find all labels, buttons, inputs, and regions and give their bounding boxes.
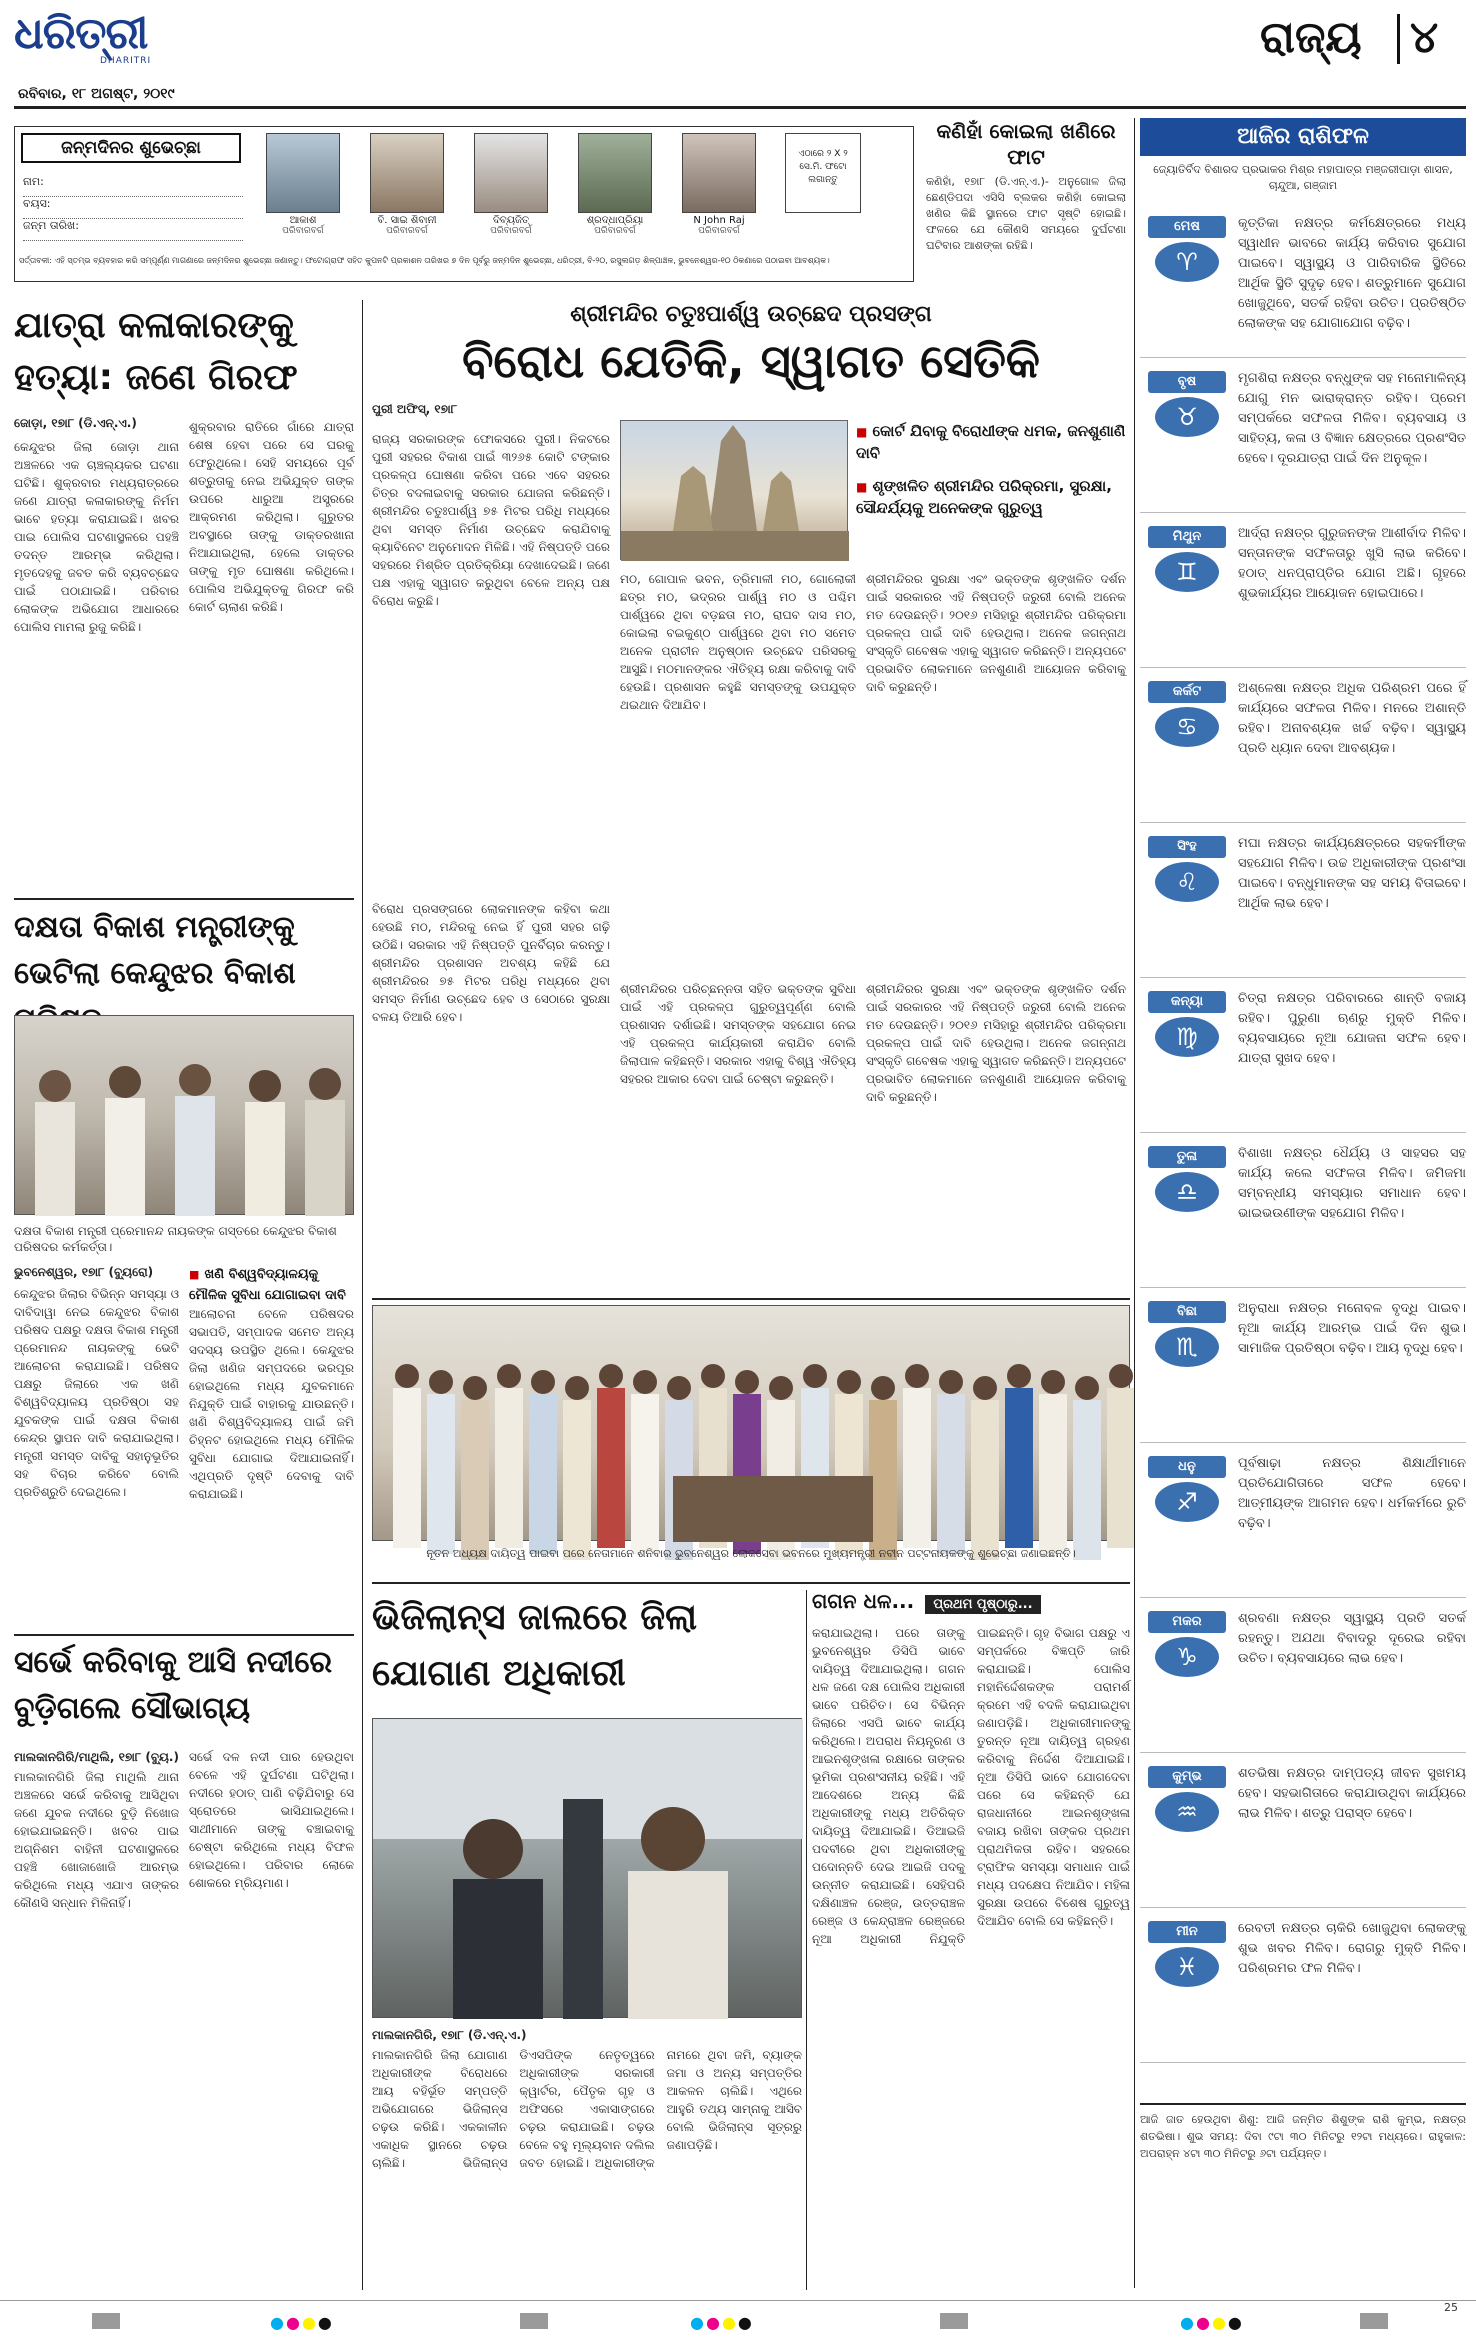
person-body xyxy=(1107,1388,1135,1548)
rashi-text: ଆର୍ଦ୍ରା ନକ୍ଷତ୍ର ଗୁରୁଜନଙ୍କ ଆଶୀର୍ବାଦ ମିଳିବ। ସନ୍ତାନଙ୍କ ସଫଳତାରୁ ଖୁସି ଲାଭ କରିବେ। ହଠାତ୍ ଧନପ୍ରାପ୍ତିର ଯୋଗ ଅଛି। ଗୃହରେ ଶୁଭକାର୍ଯ୍ୟର ଆୟୋଜନ ହୋଇପାରେ। xyxy=(1238,526,1466,601)
srimandir-col: ବିରୋଧ ପ୍ରସଙ୍ଗରେ ଲୋକମାନଙ୍କ କହିବା କଥା ହେଉଛି ମଠ, ମନ୍ଦିରକୁ ନେଇ ହିଁ ପୁରୀ ସହର ଗଢ଼ି ଉଠିଛି। ସରକାର ଏହି ନିଷ୍ପତ୍ତି ପୁନର୍ବିଚାର କରନ୍ତୁ। ଶ୍ରୀମନ୍ଦିର ପ୍ରଶାସନ ଅବଶ୍ୟ କହିଛି ଯେ ଶ୍ରୀମନ୍ଦିରର ୭୫ ମିଟର ପରିଧି ମଧ୍ୟରେ ଥିବା ସମସ୍ତ ନିର୍ମାଣ ଉଚ୍ଛେଦ ହେବ ଓ ସେଠାରେ ସୁରକ୍ଷା ବଳୟ ତିଆରି ହେବ। xyxy=(372,902,610,1024)
zodiac-icon: ♑ xyxy=(1155,1637,1219,1677)
child-card xyxy=(253,133,353,236)
srimandir-col: ଶ୍ରୀମନ୍ଦିରର ପରିଚ୍ଛନ୍ନତା ସହିତ ଭକ୍ତଙ୍କ ସୁବିଧା ପାଇଁ ଏହି ପ୍ରକଳ୍ପ ଗୁରୁତ୍ୱପୂର୍ଣ୍ଣ ବୋଲି ପ୍ରଶାସନ ଦର୍ଶାଇଛି। ସମସ୍ତଙ୍କ ସହଯୋଗ ନେଇ ଏହି ପ୍ରକଳ୍ପ କାର୍ଯ୍ୟକାରୀ କରାଯିବ ବୋଲି ଜିଲାପାଳ କହିଛନ୍ତି। ସରକାର ଏହାକୁ ବିଶ୍ୱ ଐତିହ୍ୟ ସହରର ଆକାର ଦେବା ପାଇଁ ଚେଷ୍ଟା କରୁଛନ୍ତି। xyxy=(620,982,856,1086)
survey-dateline: ମାଲକାନଗିରି/ମାଥିଲି, ୧୭ା୮ (ବ୍ୟୁ.) xyxy=(14,1750,179,1764)
person-head xyxy=(395,1364,419,1388)
srimandir-continued xyxy=(372,900,1130,1300)
person-body xyxy=(597,1388,625,1548)
footer-page-number: 25 xyxy=(1444,2301,1458,2314)
person-head xyxy=(429,1370,453,1394)
rashi-badge xyxy=(1140,836,1234,900)
rashi-name: ମକର xyxy=(1148,1611,1226,1633)
srimandir-bullet-text: ଶୃଙ୍ଖଳିତ ଶ୍ରୀମନ୍ଦିର ପରିକ୍ରମା, ସୁରକ୍ଷା, ସୌନ୍ଦର୍ଯ୍ୟକୁ ଅନେକଙ୍କ ଗୁରୁତ୍ୱ xyxy=(856,477,1112,517)
person-head xyxy=(1007,1364,1031,1388)
registration-mark xyxy=(1360,2313,1388,2329)
child-name: ଆକାଶ xyxy=(289,215,317,226)
zodiac-icon: ♍ xyxy=(1155,1017,1219,1057)
rashi-name: ଧନୁ xyxy=(1148,1456,1226,1478)
vigilance-photo xyxy=(372,1718,802,2018)
srimandir-col: ଶ୍ରୀମନ୍ଦିରର ସୁରକ୍ଷା ଏବଂ ଭକ୍ତଙ୍କ ଶୃଙ୍ଖଳିତ ଦର୍ଶନ ପାଇଁ ସରକାରର ଏହି ନିଷ୍ପତ୍ତି ଜରୁରୀ ବୋଲି ଅନେକ ମତ ଦେଉଛନ୍ତି। ୨୦୧୬ ମସିହାରୁ ଶ୍ରୀମନ୍ଦିର ପରିକ୍ରମା ପ୍ରକଳ୍ପ ପାଇଁ ଦାବି ହେଉଥିଲା। ଅନେକ ଜଗନ୍ନାଥ ସଂସ୍କୃତି ଗବେଷକ ଏହାକୁ ସ୍ୱାଗତ କରିଛନ୍ତି। ଅନ୍ୟପଟେ ପ୍ରଭାବିତ ଲୋକମାନେ ଜନଶୁଣାଣି ଆୟୋଜନ କରିବାକୁ ଦାବି କରୁଛନ୍ତି। xyxy=(866,572,1126,694)
color-dots: ●●●● xyxy=(690,2313,754,2332)
child-photo xyxy=(266,133,340,213)
rashi-badge xyxy=(1140,991,1234,1055)
child-photo xyxy=(474,133,548,213)
yatra-dateline: ଜୋଡ଼ା, ୧୭ା୮ (ଡି.ଏନ୍.ଏ.) xyxy=(14,416,137,430)
person-body xyxy=(1005,1388,1033,1548)
srimandir-article xyxy=(372,300,1130,900)
rashi-text: ମୃଗଶିରା ନକ୍ଷତ୍ର ବନ୍ଧୁଙ୍କ ସହ ମନୋମାଳିନ୍ୟ ଯୋଗୁ ମନ ଭାରାକ୍ରାନ୍ତ ରହିବ। ପ୍ରେମ ସମ୍ପର୍କରେ ସଫଳତା ମିଳିବ। ବ୍ୟବସାୟ ଓ ସାହିତ୍ୟ, କଳା ଓ ବିଜ୍ଞାନ କ୍ଷେତ୍ରରେ ପ୍ରଶଂସିତ ହେବେ। ଦୂରଯାତ୍ରା ପାଇଁ ଦିନ ଅନୁକୂଳ। xyxy=(1238,371,1466,466)
rashi-text: ପୂର୍ବଷାଢ଼ା ନକ୍ଷତ୍ର ଶିକ୍ଷାର୍ଥୀମାନେ ପ୍ରତିଯୋଗିତାରେ ସଫଳ ହେବେ। ଆତ୍ମୀୟଙ୍କ ଆଗମନ ହେବ। ଧର୍ମକର୍ମରେ ରୁଚି ବଢ଼ିବ। xyxy=(1238,1456,1466,1531)
rashi-badge xyxy=(1140,1456,1234,1520)
rashi-text: ଶତଭିଷା ନକ୍ଷତ୍ର ଦାମ୍ପତ୍ୟ ଜୀବନ ସୁଖମୟ ହେବ। ସହଭାଗିତାରେ କରାଯାଉଥିବା କାର୍ଯ୍ୟରେ ଲାଭ ମିଳିବ। ଶତ୍ରୁ ପରାସ୍ତ ହେବେ। xyxy=(1238,1766,1466,1821)
srimandir-bullet-1 xyxy=(856,420,1126,464)
coal-body: କଣିହାଁ, ୧୭ା୮ (ଡି.ଏନ୍.ଏ.)- ଅନୁଗୋଳ ଜିଲା ଛେଣ୍ଡିପଦା ଏସିସି ବ୍ଲକର କଣିହାଁ କୋଇଲା ଖଣିର କିଛି ସ୍ଥାନରେ ଫାଟ ସୃଷ୍ଟି ହୋଇଛି। ଫଳରେ ଯେ କୌଣସି ସମୟରେ ଦୁର୍ଘଟଣା ଘଟିବାର ଆଶଙ୍କା ରହିଛି। xyxy=(926,175,1126,252)
person-body xyxy=(427,1394,455,1554)
person-head xyxy=(973,1376,997,1400)
gagan-kicker[interactable]: ଗଗନ ଧଳ... xyxy=(812,1589,915,1613)
section-divider xyxy=(1397,14,1400,64)
child-card xyxy=(565,133,665,236)
rashi-row xyxy=(1140,673,1466,823)
person-body xyxy=(903,1388,931,1548)
dakshata-subhead xyxy=(189,1263,354,1305)
child-photo xyxy=(682,133,756,213)
child-name: ଦିବ୍ୟଜିତ୍ xyxy=(493,215,529,226)
registration-mark xyxy=(92,2313,120,2329)
color-dots: ●●●● xyxy=(270,2313,334,2332)
person-body xyxy=(563,1400,591,1560)
birthday-terms: ସର୍ତ୍ତାବଳୀ: ଏହି ସ୍ତମ୍ଭ ବ୍ୟବହାର କରି ସମ୍ପୂର୍ଣ୍ଣ ମାଗଣାରେ ଜନ୍ମଦିନର ଶୁଭେଚ୍ଛା ଜଣାନ୍ତୁ। ଫଟୋଗ୍ରାଫ ସହିତ କୁପନଟି ପ୍ରକାଶନ ତାରିଖର ୭ ଦିନ ପୂର୍ବରୁ ଜନ୍ମଦିନ ଶୁଭେଚ୍ଛା, ଧରିତ୍ରୀ, ବି-୨୦, ରସୁଲଗଡ଼ ଶିଳ୍ପାଞ୍ଚଳ, ଭୁବନେଶ୍ୱର-୧୦ ଠିକଣାରେ ପଠାଇବା ଆବଶ୍ୟକ। xyxy=(19,256,830,265)
rashi-row xyxy=(1140,1603,1466,1753)
rashi-badge xyxy=(1140,216,1234,280)
child-name: ଶ୍ରଦ୍ଧାପ୍ରିୟା xyxy=(586,215,644,226)
child-meta: ପରିବାରବର୍ଗ xyxy=(490,226,532,236)
bullet-icon: ■ xyxy=(189,1268,200,1281)
rashi-text: ଶ୍ରବଣା ନକ୍ଷତ୍ର ସ୍ୱାସ୍ଥ୍ୟ ପ୍ରତି ସତର୍କ ରହନ୍ତୁ। ଅଯଥା ବିବାଦରୁ ଦୂରେଇ ରହିବା ଉଚିତ। ବ୍ୟବସାୟରେ ଲାଭ ହେବ। xyxy=(1238,1611,1466,1666)
srimandir-col: ରାଜ୍ୟ ସରକାରଙ୍କ ଫୋକସରେ ପୁରୀ। ନିକଟରେ ପୁରୀ ସହରର ବିକାଶ ପାଇଁ ୩୨୬୫ କୋଟି ଟଙ୍କାର ପ୍ରକଳ୍ପ ଘୋଷଣା କରିବା ପରେ ଏବେ ସହରର ଚିତ୍ର ବଦଳାଇବାକୁ ସରକାର ଯୋଜନା କରିଛନ୍ତି। ଶ୍ରୀମନ୍ଦିର ଚତୁଃପାର୍ଶ୍ୱ ୭୫ ମିଟର ପରିଧି ମଧ୍ୟରେ ଥିବା ସମସ୍ତ ନିର୍ମାଣ ଉଚ୍ଛେଦ କରାଯିବାକୁ କ୍ୟାବିନେଟ ଅନୁମୋଦନ ମିଳିଛି। ଏହି ନିଷ୍ପତ୍ତି ପରେ ସହରରେ ମିଶ୍ରିତ ପ୍ରତିକ୍ରିୟା ଦେଖାଦେଇଛି। ଜଣେ ପକ୍ଷ ଏହାକୁ ସ୍ୱାଗତ କରୁଥିବା ବେଳେ ଅନ୍ୟ ପକ୍ଷ ବିରୋଧ କରୁଛି। xyxy=(372,432,610,608)
rashifala-astrologer: ଜ୍ୟୋତିର୍ବିଦ ବିଶାରଦ ପ୍ରଭାକର ମିଶ୍ର ମହାପାତ୍ର ମଞ୍ଜରୀପାଡ଼ା ଶାସନ, ଚାନ୍ଦୁଆ, ଗଞ୍ଜାମ xyxy=(1153,163,1453,192)
rashi-name: ମିଥୁନ xyxy=(1148,526,1226,548)
survey-body: ମାଲକାନଗିରି ଜିଲା ମାଥିଲି ଥାନା ଅଞ୍ଚଳରେ ସର୍ଭେ କରିବାକୁ ଆସିଥିବା ଜଣେ ଯୁବକ ନଦୀରେ ବୁଡ଼ି ନିଖୋଜ ହୋଇଯାଇଛନ୍ତି। ଖବର ପାଇ ଅଗ୍ନିଶମ ବାହିନୀ ଘଟଣାସ୍ଥଳରେ ପହଞ୍ଚି ଖୋଜାଖୋଜି ଆରମ୍ଭ କରିଥିଲେ ମଧ୍ୟ ଏଯାଏ ତାଙ୍କର କୌଣସି ସନ୍ଧାନ ମିଳିନାହିଁ। xyxy=(14,1770,179,1910)
rashi-badge xyxy=(1140,1611,1234,1675)
zodiac-icon: ♉ xyxy=(1155,397,1219,437)
yatra-body: କେନ୍ଦୁଝର ଜିଲା ଜୋଡ଼ା ଥାନା ଅଞ୍ଚଳରେ ଏକ ଚାଞ୍ଚଲ୍ୟକର ଘଟଣା ଘଟିଛି। ଶୁକ୍ରବାର ମଧ୍ୟରାତ୍ରରେ ଜଣେ ଯାତ୍ରା କଳାକାରଙ୍କୁ ନିର୍ମମ ଭାବେ ହତ୍ୟା କରାଯାଇଛି। ଖବର ପାଇ ପୋଲିସ ଘଟଣାସ୍ଥଳରେ ପହଞ୍ଚି ତଦନ୍ତ ଆରମ୍ଭ କରିଥିଲା। ମୃତଦେହକୁ ଜବତ କରି ବ୍ୟବଚ୍ଛେଦ ପାଇଁ ପଠାଯାଇଛି। ପରିବାର ଲୋକଙ୍କ ଅଭିଯୋଗ ଆଧାରରେ ପୋଲିସ ମାମଲା ରୁଜୁ କରିଛି। xyxy=(14,440,179,634)
section-rule xyxy=(14,898,354,900)
zodiac-icon: ♌ xyxy=(1155,862,1219,902)
person-head xyxy=(871,1376,895,1400)
person-head xyxy=(463,1376,487,1400)
rashi-text: ରେବତୀ ନକ୍ଷତ୍ର ଚାକିରି ଖୋଜୁଥିବା ଲୋକଙ୍କୁ ଶୁଭ ଖବର ମିଳିବ। ରୋଗରୁ ମୁକ୍ତି ମିଳିବ। ପରିଶ୍ରମର ଫଳ ମିଳିବ। xyxy=(1238,1921,1466,1976)
registration-mark xyxy=(940,2313,968,2329)
rashi-row xyxy=(1140,983,1466,1133)
zodiac-icon: ♐ xyxy=(1155,1482,1219,1522)
person-head xyxy=(1075,1376,1099,1400)
rashi-row xyxy=(1140,518,1466,668)
rashi-text: କୃତ୍ତିକା ନକ୍ଷତ୍ର କର୍ମକ୍ଷେତ୍ରରେ ମଧ୍ୟ ସ୍ୱାଧୀନ ଭାବରେ କାର୍ଯ୍ୟ କରିବାର ସୁଯୋଗ ପାଇବେ। ସ୍ୱାସ୍ଥ୍ୟ ଓ ପାରିବାରିକ ସ୍ଥିତିରେ ଆର୍ଥିକ ସ୍ଥିତି ସୁଦୃଢ଼ ହେବ। ଶତ୍ରୁମାନେ ସୁଯୋଗ ଖୋଜୁଥିବେ, ସତର୍କ ରହିବା ଉଚିତ। ପ୍ରତିଷ୍ଠିତ ଲୋକଙ୍କ ସହ ଯୋଗାଯୋଗ ବଢ଼ିବ। xyxy=(1238,216,1466,331)
person-body xyxy=(937,1394,965,1554)
rashi-name: କର୍କଟ xyxy=(1148,681,1226,703)
column-rule xyxy=(1134,118,1135,2288)
logo-text: ଧରିତ୍ରୀ xyxy=(14,8,148,59)
person-head xyxy=(1109,1364,1133,1388)
person-head xyxy=(497,1364,521,1388)
person-body xyxy=(393,1388,421,1548)
sign-list xyxy=(1140,208,1466,2068)
yatra-article xyxy=(14,300,354,900)
zodiac-icon: ♈ xyxy=(1155,242,1219,282)
person-head xyxy=(565,1376,589,1400)
gagan-header xyxy=(812,1590,1130,1618)
srimandir-headline[interactable]: ବିରୋଧ ଯେତିକି, ସ୍ୱାଗତ ସେତିକି xyxy=(462,334,1040,388)
section-rule xyxy=(372,1582,1130,1584)
person-head xyxy=(701,1364,725,1388)
person-head xyxy=(531,1370,555,1394)
coal-article xyxy=(926,118,1126,288)
rashi-badge xyxy=(1140,371,1234,435)
survey-body: ସର୍ଭେ ଦଳ ନଦୀ ପାର ହେଉଥିବା ବେଳେ ଏହି ଦୁର୍ଘଟଣା ଘଟିଥିଲା। ନଦୀରେ ହଠାତ୍ ପାଣି ବଢ଼ିଯିବାରୁ ସେ ସ୍ରୋତରେ ଭାସିଯାଇଥିଲେ। ସାଥୀମାନେ ତାଙ୍କୁ ବଞ୍ଚାଇବାକୁ ଚେଷ୍ଟା କରିଥିଲେ ମଧ୍ୟ ବିଫଳ ହୋଇଥିଲେ। ପରିବାର ଲୋକେ ଶୋକରେ ମ୍ରିୟମାଣ। xyxy=(189,1750,354,1890)
rashi-badge xyxy=(1140,1146,1234,1210)
person-head xyxy=(599,1364,623,1388)
vigilance-article xyxy=(372,1590,802,2290)
person-body xyxy=(631,1394,659,1554)
rashi-name: ମୀନ xyxy=(1148,1921,1226,1943)
rashi-badge xyxy=(1140,1921,1234,1985)
srimandir-kicker: ଶ୍ରୀମନ୍ଦିର ଚତୁଃପାର୍ଶ୍ୱ ଉଚ୍ଛେଦ ପ୍ରସଙ୍ଗ xyxy=(570,302,932,327)
person-body xyxy=(1073,1400,1101,1560)
form-field-dob[interactable]: ଜନ୍ମ ତାରିଖ: xyxy=(23,219,243,241)
section-rule xyxy=(372,1298,1130,1300)
form-field-name[interactable]: ନାମ: xyxy=(23,175,243,197)
person-head xyxy=(837,1370,861,1394)
dakshata-photo xyxy=(14,1015,354,1215)
dakshata-body: କେନ୍ଦୁଝର ଜିଲାର ବିଭିନ୍ନ ସମସ୍ୟା ଓ ଦାବିଦାୱା ନେଇ କେନ୍ଦୁଝର ବିକାଶ ପରିଷଦ ପକ୍ଷରୁ ଦକ୍ଷତା ବିକାଶ ମନ୍ତ୍ରୀ ପ୍ରେମାନନ୍ଦ ନାୟକଙ୍କୁ ଭେଟି ଆଲୋଚନା କରାଯାଇଛି। ପରିଷଦ ପକ୍ଷରୁ ଜିଲାରେ ଏକ ଖଣି ବିଶ୍ୱବିଦ୍ୟାଳୟ ପ୍ରତିଷ୍ଠା ସହ ଯୁବକଙ୍କ ପାଇଁ ଦକ୍ଷତା ବିକାଶ କେନ୍ଦ୍ର ସ୍ଥାପନ ଦାବି କରାଯାଇଥିଲା। ମନ୍ତ୍ରୀ ସମସ୍ତ ଦାବିକୁ ସହାନୁଭୂତିର ସହ ବିଚାର କରିବେ ବୋଲି ପ୍ରତିଶ୍ରୁତି ଦେଇଥିଲେ। xyxy=(14,1287,179,1499)
footer-bar xyxy=(0,2300,1476,2339)
cm-photo-caption: ନୂତନ ଅଧ୍ୟକ୍ଷ ଦାୟିତ୍ୱ ପାଇବା ପରେ ନେତାମାନେ ଶନିବାର ଭୁବନେଶ୍ୱର ଲୋକସେବା ଭବନରେ ମୁଖ୍ୟମନ୍ତ୍ରୀ ନବୀନ ପଟ୍ଟନାୟକଙ୍କୁ ଶୁଭେଚ୍ଛା ଜଣାଇଛନ୍ତି। xyxy=(426,1547,1076,1560)
vigilance-headline[interactable]: ଭିଜିଲାନ୍ସ ଜାଲରେ ଜିଲା ଯୋଗାଣ ଅଧିକାରୀ xyxy=(372,1597,698,1694)
rashi-text: ଅନୁରାଧା ନକ୍ଷତ୍ର ମନୋବଳ ବୃଦ୍ଧି ପାଇବ। ନୂଆ କାର୍ଯ୍ୟ ଆରମ୍ଭ ପାଇଁ ଦିନ ଶୁଭ। ସାମାଜିକ ପ୍ରତିଷ୍ଠା ବଢ଼ିବ। ଆୟ ବୃଦ୍ଧି ହେବ। xyxy=(1238,1301,1466,1356)
person-body xyxy=(1039,1394,1067,1554)
child-photo xyxy=(578,133,652,213)
yatra-body: ଶୁକ୍ରବାର ରାତିରେ ଗାଁରେ ଯାତ୍ରା ଶେଷ ହେବା ପରେ ସେ ଘରକୁ ଫେରୁଥିଲେ। ସେହି ସମୟରେ ପୂର୍ବ ଶତ୍ରୁତାକୁ ନେଇ ଅଭିଯୁକ୍ତ ତାଙ୍କ ଉପରେ ଧାରୁଆ ଅସ୍ତ୍ରରେ ଆକ୍ରମଣ କରିଥିଲା। ଗୁରୁତର ଅବସ୍ଥାରେ ତାଙ୍କୁ ଡାକ୍ତରଖାନା ନିଆଯାଇଥିଲା, ହେଲେ ଡାକ୍ତର ତାଙ୍କୁ ମୃତ ଘୋଷଣା କରିଥିଲେ। ପୋଲିସ ଅଭିଯୁକ୍ତକୁ ଗିରଫ କରି କୋର୍ଟ ଚାଲାଣ କରିଛି। xyxy=(189,420,354,614)
dakshata-headline[interactable]: ଦକ୍ଷତା ବିକାଶ ମନ୍ତ୍ରୀଙ୍କୁ ଭେଟିଲା କେନ୍ଦୁଝର ବିକାଶ xyxy=(14,910,296,991)
person-head xyxy=(633,1370,657,1394)
panjika-text: ଆଜି ଜାତ ହେଉଥିବା ଶିଶୁ: ଆଜି ଜନ୍ମିତ ଶିଶୁଙ୍କ ରାଶି କୁମ୍ଭ, ନକ୍ଷତ୍ର ଶତଭିଷା। ଶୁଭ ସମୟ: ଦିବା ୯ଟା ୩୦ ମିନିଟରୁ ୧୨ଟା ମଧ୍ୟରେ। ରାହୁକାଳ: ଅପରାହ୍ନ ୪ଟା ୩୦ ମିନିଟରୁ ୬ଟା ପର୍ଯ୍ୟନ୍ତ। xyxy=(1140,2103,1466,2243)
rashi-name: କୁମ୍ଭ xyxy=(1148,1766,1226,1788)
srimandir-dateline: ପୁରୀ ଅଫିସ୍, ୧୭ା୮ xyxy=(372,402,458,416)
srimandir-bullet-2 xyxy=(856,475,1126,519)
rashi-name: ବିଛା xyxy=(1148,1301,1226,1323)
gagan-tag: ପ୍ରଥମ ପୃଷ୍ଠାରୁ... xyxy=(925,1595,1040,1614)
child-card xyxy=(669,133,769,236)
masthead-date: ରବିବାର, ୧୮ ଅଗଷ୍ଟ, ୨୦୧୯ xyxy=(18,86,175,102)
person-body xyxy=(869,1400,897,1560)
temple-silhouette xyxy=(621,421,849,561)
form-field-age[interactable]: ବୟସ: xyxy=(23,197,243,219)
rashi-badge xyxy=(1140,1766,1234,1830)
child-name: N John Raj xyxy=(693,215,745,226)
survey-headline[interactable]: ସର୍ଭେ କରିବାକୁ ଆସି ନଦୀରେ ବୁଡ଼ିଗଲେ ସୌଭାଗ୍ୟ xyxy=(14,1645,333,1726)
zodiac-icon: ♊ xyxy=(1155,552,1219,592)
desk xyxy=(673,1476,873,1542)
rashi-name: ସିଂହ xyxy=(1148,836,1226,858)
person-head xyxy=(667,1376,691,1400)
vigilance-dateline: ମାଲକାନଗିରି, ୧୭ା୮ (ଡି.ଏନ୍.ଏ.) xyxy=(372,2028,527,2042)
rashi-row xyxy=(1140,1758,1466,1908)
bullet-icon: ■ xyxy=(856,425,868,439)
survey-article xyxy=(14,1640,354,2290)
page-number-big: ୪ xyxy=(1410,12,1439,63)
crowd-figures xyxy=(373,1306,1131,1542)
child-meta: ପରିବାରବର୍ଗ xyxy=(698,226,740,236)
rashi-badge xyxy=(1140,681,1234,745)
rashi-row xyxy=(1140,1138,1466,1288)
rashifala-column xyxy=(1140,118,1466,2278)
srimandir-col: ମଠ, ଗୋପାଳ ଭବନ, ତ୍ରିମାଳୀ ମଠ, ଗୋଲୋକୀ ଛତ୍ର ମଠ, ଭଦ୍ରର ପାର୍ଶ୍ୱ ମଠ ଓ ପଶ୍ଚିମ ପାର୍ଶ୍ୱରେ ଥିବା ବଡ଼ଛତା ମଠ, ରାଘବ ଦାସ ମଠ, କୋଇଲା ବଇକୁଣ୍ଠ ପାର୍ଶ୍ୱରେ ଥିବା ମଠ ସମେତ ଅନେକ ପ୍ରାଚୀନ ଅନୁଷ୍ଠାନ ଉଚ୍ଛେଦ ପରିସରକୁ ଆସୁଛି। ମଠମାନଙ୍କର ଐତିହ୍ୟ ରକ୍ଷା କରିବାକୁ ଦାବି ହେଉଛି। ପ୍ରଶାସନ କହୁଛି ସମସ୍ତଙ୍କୁ ଉପଯୁକ୍ତ ଥଇଥାନ ଦିଆଯିବ। xyxy=(620,572,856,712)
rashi-name: ବୃଷ xyxy=(1148,371,1226,393)
zodiac-icon: ♒ xyxy=(1155,1792,1219,1832)
rashi-row xyxy=(1140,828,1466,978)
srimandir-col: ଶ୍ରୀମନ୍ଦିରର ସୁରକ୍ଷା ଏବଂ ଭକ୍ତଙ୍କ ଶୃଙ୍ଖଳିତ ଦର୍ଶନ ପାଇଁ ସରକାରର ଏହି ନିଷ୍ପତ୍ତି ଜରୁରୀ ବୋଲି ଅନେକ ମତ ଦେଉଛନ୍ତି। ୨୦୧୬ ମସିହାରୁ ଶ୍ରୀମନ୍ଦିର ପରିକ୍ରମା ପ୍ରକଳ୍ପ ପାଇଁ ଦାବି ହେଉଥିଲା। ଅନେକ ଜଗନ୍ନାଥ ସଂସ୍କୃତି ଗବେଷକ ଏହାକୁ ସ୍ୱାଗତ କରିଛନ୍ତି। ଅନ୍ୟପଟେ ପ୍ରଭାବିତ ଲୋକମାନେ ଜନଶୁଣାଣି ଆୟୋଜନ କରିବାକୁ ଦାବି କରୁଛନ୍ତି। xyxy=(866,982,1126,1104)
rashi-text: ଅଶ୍ଳେଷା ନକ୍ଷତ୍ର ଅଧିକ ପରିଶ୍ରମ ପରେ ହିଁ କାର୍ଯ୍ୟରେ ସଫଳତା ମିଳିବ। ମନରେ ଅଶାନ୍ତି ରହିବ। ଅନାବଶ୍ୟକ ଖର୍ଚ୍ଚ ବଢ଼ିବ। ସ୍ୱାସ୍ଥ୍ୟ ପ୍ରତି ଧ୍ୟାନ ଦେବା ଆବଶ୍ୟକ। xyxy=(1238,681,1466,756)
person-body xyxy=(461,1400,489,1560)
zodiac-icon: ♓ xyxy=(1155,1947,1219,1987)
dakshata-article xyxy=(14,905,354,1635)
child-photo xyxy=(370,133,444,213)
rashi-row xyxy=(1140,1448,1466,1598)
person-head xyxy=(1041,1370,1065,1394)
rashi-row xyxy=(1140,208,1466,358)
cm-group-photo xyxy=(372,1305,1130,1541)
rashi-text: ବିଶାଖା ନକ୍ଷତ୍ର ଧୈର୍ଯ୍ୟ ଓ ସାହସର ସହ କାର୍ଯ୍ୟ କଲେ ସଫଳତା ମିଳିବ। ଜମିଜମା ସମ୍ବନ୍ଧୀୟ ସମସ୍ୟାର ସମାଧାନ ହେବ। ଭାଇଭଉଣୀଙ୍କ ସହଯୋଗ ମିଳିବ। xyxy=(1238,1146,1466,1221)
dakshata-dateline: ଭୁବନେଶ୍ୱର, ୧୭ା୮ (ବ୍ୟୁରୋ) xyxy=(14,1265,154,1279)
rashi-name: ମେଷ xyxy=(1148,216,1226,238)
column-rule xyxy=(362,300,363,2290)
zodiac-icon: ♋ xyxy=(1155,707,1219,747)
dakshata-caption: ଦକ୍ଷତା ବିକାଶ ମନ୍ତ୍ରୀ ପ୍ରେମାନନ୍ଦ ନାୟକଙ୍କ ଗସ୍ତରେ କେନ୍ଦୁଝର ବିକାଶ ପରିଷଦର କର୍ମକର୍ତ୍ତା। xyxy=(14,1224,337,1254)
bullet-icon: ■ xyxy=(856,480,868,494)
color-dots: ●●●● xyxy=(1180,2313,1244,2332)
person-head xyxy=(905,1364,929,1388)
zodiac-icon: ♎ xyxy=(1155,1172,1219,1212)
temple-photo xyxy=(620,420,848,560)
rashifala-header: ଆଜିର ରାଶିଫଳ xyxy=(1140,118,1466,156)
person-body xyxy=(495,1388,523,1548)
column-rule xyxy=(806,1590,807,2290)
birthday-title: ଜନ୍ମଦିନର ଶୁଭେଚ୍ଛା xyxy=(21,133,241,163)
vigilance-body: ମାଲକାନଗିରି ଜିଲା ଯୋଗାଣ ଅଧିକାରୀଙ୍କ ବିରୋଧରେ ଆୟ ବହିର୍ଭୂତ ସମ୍ପତ୍ତି ଅଭିଯୋଗରେ ଭିଜିଲାନ୍ସ ଚଢ଼ଉ କରିଛି। ଏକକାଳୀନ ଏକାଧିକ ସ୍ଥାନରେ ଚଢ଼ଉ ଚାଲିଛି। ଭିଜିଲାନ୍ସ ଡିଏସପିଙ୍କ ନେତୃତ୍ୱରେ ଅଧିକାରୀଙ୍କ ସରକାରୀ କ୍ୱାର୍ଟର, ପୈତୃକ ଗୃହ ଓ ଅଫିସରେ ଏକାସାଙ୍ଗରେ ଚଢ଼ଉ କରାଯାଇଛି। ଚଢ଼ଉ ବେଳେ ବହୁ ମୂଲ୍ୟବାନ ଦଲିଲ ଜବତ ହୋଇଛି। ଅଧିକାରୀଙ୍କ ନାମରେ ଥିବା ଜମି, ବ୍ୟାଙ୍କ ଜମା ଓ ଅନ୍ୟ ସମ୍ପତ୍ତିର ଆକଳନ ଚାଲିଛି। ଏଥିରେ ଆହୁରି ତଥ୍ୟ ସାମ୍ନାକୁ ଆସିବ ବୋଲି ଭିଜିଲାନ୍ସ ସୂତ୍ରରୁ ଜଣାପଡ଼ିଛି। xyxy=(372,2048,802,2170)
person-body xyxy=(529,1394,557,1554)
person-body xyxy=(971,1400,999,1560)
rashi-badge xyxy=(1140,1301,1234,1365)
child-meta: ପରିବାରବର୍ଗ xyxy=(386,226,428,236)
person-head xyxy=(769,1376,793,1400)
coal-headline[interactable]: କଣିହାଁ କୋଇଲା ଖଣିରେ ଫାଟ xyxy=(936,119,1116,169)
child-meta: ପରିବାରବର୍ଗ xyxy=(594,226,636,236)
rashi-name: ତୁଳା xyxy=(1148,1146,1226,1168)
section-rule xyxy=(14,1634,354,1636)
rashi-badge xyxy=(1140,526,1234,590)
child-name: ବି. ସାଇ ଶିବାନୀ xyxy=(377,215,437,226)
raid-scene xyxy=(373,1719,803,2019)
dakshata-body: ଆଲୋଚନା ବେଳେ ପରିଷଦର ସଭାପତି, ସମ୍ପାଦକ ସମେତ ଅନ୍ୟ ସଦସ୍ୟ ଉପସ୍ଥିତ ଥିଲେ। କେନ୍ଦୁଝର ଜିଲା ଖଣିଜ ସମ୍ପଦରେ ଭରପୂର ହୋଇଥିଲେ ମଧ୍ୟ ଯୁବକମାନେ ନିଯୁକ୍ତି ପାଇଁ ବାହାରକୁ ଯାଉଛନ୍ତି। ଖଣି ବିଶ୍ୱବିଦ୍ୟାଳୟ ପାଇଁ ଜମି ଚିହ୍ନଟ ହୋଇଥିଲେ ମଧ୍ୟ ମୌଳିକ ସୁବିଧା ଯୋଗାଇ ଦିଆଯାଇନାହିଁ। ଏଥିପ୍ରତି ଦୃଷ୍ଟି ଦେବାକୁ ଦାବି କରାଯାଇଛି। xyxy=(189,1307,354,1501)
yatra-headline[interactable]: ଯାତ୍ରା କଳାକାରଙ୍କୁ ହତ୍ୟା: ଜଣେ ଗିରଫ xyxy=(14,305,298,398)
logo-sub: DHARITRI xyxy=(100,56,152,66)
child-card xyxy=(357,133,457,236)
gagan-article xyxy=(812,1590,1130,2290)
group-people xyxy=(15,1016,355,1216)
rashi-row xyxy=(1140,1293,1466,1443)
child-card xyxy=(461,133,561,236)
masthead xyxy=(0,0,1476,110)
child-meta: ପରିବାରବର୍ଗ xyxy=(282,226,324,236)
person-head xyxy=(735,1370,759,1394)
person-head xyxy=(803,1364,827,1388)
rashi-row xyxy=(1140,1913,1466,2063)
rashi-row xyxy=(1140,363,1466,513)
masthead-rule xyxy=(14,106,1466,109)
section-name: ରାଜ୍ୟ xyxy=(1260,12,1362,63)
zodiac-icon: ♏ xyxy=(1155,1327,1219,1367)
birthday-form xyxy=(23,175,243,241)
srimandir-bullet-text: କୋର୍ଟ ଯିବାକୁ ବିରୋଧୀଙ୍କ ଧମକ, ଜନଶୁଣାଣି ଦାବି xyxy=(856,422,1126,462)
rashi-name: କନ୍ୟା xyxy=(1148,991,1226,1013)
person-head xyxy=(939,1370,963,1394)
rashi-text: ମଘା ନକ୍ଷତ୍ର କାର୍ଯ୍ୟକ୍ଷେତ୍ରରେ ସହକର୍ମୀଙ୍କ ସହଯୋଗ ମିଳିବ। ଉଚ୍ଚ ଅଧିକାରୀଙ୍କ ପ୍ରଶଂସା ପାଇବେ। ବନ୍ଧୁମାନଙ୍କ ସହ ସମୟ ବିତାଇବେ। ଆର୍ଥିକ ଲାଭ ହେବ। xyxy=(1238,836,1466,911)
gagan-body: କରାଯାଇଥିଲା। ପରେ ତାଙ୍କୁ ଭୁବନେଶ୍ୱର ଡିସିପି ଭାବେ ଦାୟିତ୍ୱ ଦିଆଯାଇଥିଲା। ଗଗନ ଧଳ ଜଣେ ଦକ୍ଷ ପୋଲିସ ଅଧିକାରୀ ଭାବେ ପରିଚିତ। ସେ ବିଭିନ୍ନ ଜିଲାରେ ଏସପି ଭାବେ କାର୍ଯ୍ୟ କରିଥିଲେ। ଅପରାଧ ନିୟନ୍ତ୍ରଣ ଓ ଆଇନଶୃଙ୍ଖଳା ରକ୍ଷାରେ ତାଙ୍କର ଭୂମିକା ପ୍ରଶଂସନୀୟ ରହିଛି। ଏହି ଆଦେଶରେ ଅନ୍ୟ କିଛି ଅଧିକାରୀଙ୍କୁ ମଧ୍ୟ ଅତିରିକ୍ତ ଦାୟିତ୍ୱ ଦିଆଯାଇଛି। ଡିଆଇଜି ପଦବୀରେ ଥିବା ଅଧିକାରୀଙ୍କୁ ପଦୋନ୍ନତି ଦେଇ ଆଇଜି ପଦକୁ ଉନ୍ନୀତ କରାଯାଇଛି। ସେହିପରି ଦକ୍ଷିଣାଞ୍ଚଳ ରେଞ୍ଜ, ଉତ୍ତରାଞ୍ଚଳ ରେଞ୍ଜ ଓ କେନ୍ଦ୍ରାଞ୍ଚଳ ରେଞ୍ଜରେ ନୂଆ ଅଧିକାରୀ ନିଯୁକ୍ତି ପାଇଛନ୍ତି। ଗୃହ ବିଭାଗ ପକ୍ଷରୁ ଏ ସମ୍ପର୍କରେ ବିଜ୍ଞପ୍ତି ଜାରି କରାଯାଇଛି। ପୋଲିସ ମହାନିର୍ଦ୍ଦେଶକଙ୍କ ପରାମର୍ଶ କ୍ରମେ ଏହି ବଦଳି କରାଯାଇଥିବା ଜଣାପଡ଼ିଛି। ଅଧିକାରୀମାନଙ୍କୁ ତୁରନ୍ତ ନୂଆ ଦାୟିତ୍ୱ ଗ୍ରହଣ କରିବାକୁ ନିର୍ଦ୍ଦେଶ ଦିଆଯାଇଛି। ନୂଆ ଡିସିପି ଭାବେ ଯୋଗଦେବା ପରେ ସେ କହିଛନ୍ତି ଯେ ରାଜଧାନୀରେ ଆଇନଶୃଙ୍ଖଳା ବଜାୟ ରଖିବା ତାଙ୍କର ପ୍ରଥମ ପ୍ରାଥମିକତା ରହିବ। ସହରରେ ଟ୍ରାଫିକ ସମସ୍ୟା ସମାଧାନ ପାଇଁ ମଧ୍ୟ ପଦକ୍ଷେପ ନିଆଯିବ। ମହିଳା ସୁରକ୍ଷା ଉପରେ ବିଶେଷ ଗୁରୁତ୍ୱ ଦିଆଯିବ ବୋଲି ସେ କହିଛନ୍ତି। xyxy=(812,1626,1130,1946)
registration-mark xyxy=(520,2313,548,2329)
birthday-box xyxy=(14,126,914,282)
rashi-text: ଚିତ୍ରା ନକ୍ଷତ୍ର ପରିବାରରେ ଶାନ୍ତି ବଜାୟ ରହିବ। ପୁରୁଣା ଋଣରୁ ମୁକ୍ତି ମିଳିବ। ବ୍ୟବସାୟରେ ନୂଆ ଯୋଜନା ସଫଳ ହେବ। ଯାତ୍ରା ସୁଖଦ ହେବ। xyxy=(1238,991,1466,1066)
dakshata-subhead-text: ଖଣି ବିଶ୍ୱବିଦ୍ୟାଳୟକୁ ମୌଳିକ ସୁବିଧା ଯୋଗାଇବା ଦାବି xyxy=(189,1267,346,1303)
photo-placeholder-box[interactable]: ଏଠାରେ ୨ X ୨ ସେ.ମି. ଫଟୋ ଲଗାନ୍ତୁ xyxy=(785,133,861,213)
